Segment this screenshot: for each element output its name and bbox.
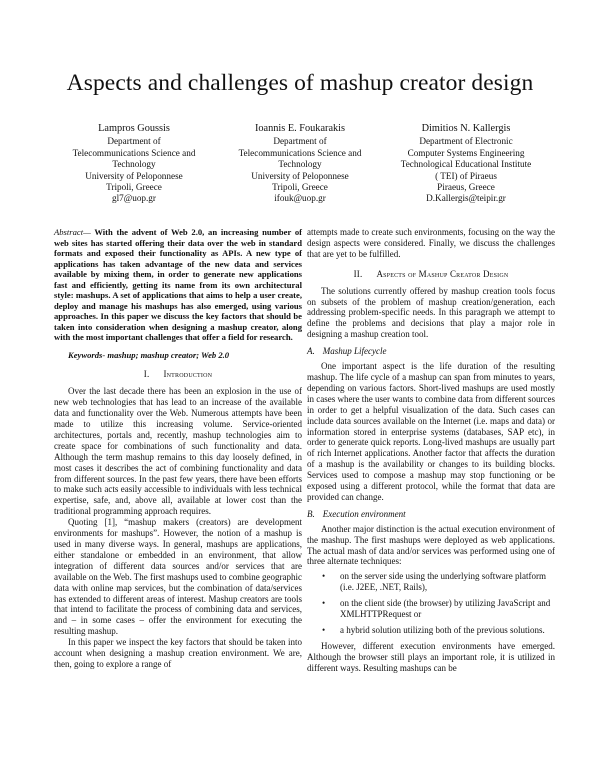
author-affiliation-line: ( TEI) of Piraeus — [435, 170, 497, 181]
author-affiliation-line: Department of — [273, 136, 327, 147]
bullet-icon: • — [322, 571, 326, 582]
author-affiliation-line: University of Peloponnese — [251, 170, 349, 181]
body-paragraph: The solutions currently offered by mashup creation tools focus on subsets of the problem of mashup creation/generation, each addressing problem-specific needs. In this paragraph we attempt to define the problems and decisions that play a major role in designing a mashup creation tool. — [307, 285, 555, 340]
author-affiliation-line: Technological Educational Institute — [400, 159, 532, 170]
author-affiliation-line: Tripoli, Greece — [272, 182, 328, 193]
author-block-1 — [39, 123, 229, 205]
keywords: Keywords- mashup; mashup creator; Web 2.0 — [68, 349, 230, 360]
author-affiliation-line: Telecommunications Science and — [72, 147, 196, 158]
author-affiliation-line: Technology — [278, 159, 322, 170]
author-block-2 — [205, 123, 395, 205]
subsection-label: B. — [307, 508, 315, 519]
author-email: D.Kallergis@teipir.gr — [426, 193, 506, 204]
section-number: II. — [353, 268, 363, 279]
section-title: Aspects of Mashup Creator Design — [376, 268, 509, 279]
author-affiliation-line: Department of Electronic — [419, 136, 513, 147]
list-item: • on the server side using the underlying software platform (i.e. J2EE, .NET, Rails), — [322, 571, 546, 593]
list-item: • on the client side (the browser) by utilizing JavaScript and XMLHTTPRequest or — [322, 598, 551, 620]
section-heading-aspects — [307, 269, 555, 280]
body-paragraph: In this paper we inspect the key factors that should be taken into account when designing a mashup creation environment. We are, then, going to explore a range of — [54, 637, 302, 669]
author-affiliation-line: Computer Systems Engineering — [407, 147, 525, 158]
section-heading-introduction — [54, 369, 302, 380]
body-paragraph: attempts made to create such environments, focusing on the way the design aspects were considered. Finally, we discuss the challenges that are yet to be fulfilled. — [307, 227, 555, 259]
author-affiliation-line: Telecommunications Science and — [238, 147, 362, 158]
author-affiliation-line: Tripoli, Greece — [106, 182, 162, 193]
left-column — [54, 227, 302, 670]
body-paragraph: One important aspect is the life duration of the resulting mashup. The life cycle of a mashup can span from minutes to years, depending on various factors. Short-lived mashups are used mostly in cases where the user wants to combine data from different sources in order to get a helpful visualization of the data. Such cases can include data sources available on the Internet (i.e. maps and data) or information stored in enterprise systems (databases, SAP etc), in order to generate quick reports. Long-lived mashups are usually part of rich Internet applications. Another factor that affects the duration of a mashup is the availability or changes to its building blocks. Services used to compose a mashup may stop functioning or be exposed using a different protocol, while the format that data are provided can change. — [307, 361, 555, 502]
author-affiliation-line: Piraeus, Greece — [437, 182, 495, 193]
subsection-title: Mashup Lifecycle — [322, 346, 387, 357]
body-paragraph: However, different execution environments have emerged. Although the browser still plays an important role, it is utilized in different ways. Resulting mashups can be — [307, 640, 555, 673]
right-column — [307, 227, 555, 674]
section-title: Introduction — [163, 369, 213, 380]
author-affiliation-line: University of Peloponnese — [85, 170, 183, 181]
body-paragraph: Quoting [1], “mashup makers (creators) are development environments for mashups”. However, the notion of a mashup is used in many diverse ways. In general, mashups are applications, either standalone or embedded in an environment, that allow integration of different data sources and/or services that are available on the Web. The first mashups used to combine geographic data with online map services, but the combination of data/services has extended to different areas of interest. Mashup creators are tools that intend to facilitate the process of combining data and services, and – in some cases – offer the environment for executing the resulting mashup. — [54, 517, 302, 637]
abstract-text: With the advent of Web 2.0, an increasing number of web sites has started offering their data over the web in standard formats and exposed their functionality as APIs. A new type of applications has taken advantage of the new data and services available by mixing them, in order to generate new applications fast and efficiently, getting its name from its own architectural style: mashups. A set of applications that aims to help a user create, deploy and manage his mashups has also emerged, using various approaches. In this paper we discuss the key factors that should be taken into consideration when designing a mashup creator, along with the most important challenges that offer a field for research. — [54, 227, 302, 342]
author-email: gl7@uop.gr — [112, 193, 156, 204]
bullet-icon: • — [322, 598, 326, 609]
subsection-title: Execution environment — [322, 508, 406, 519]
author-affiliation-line: Technology — [112, 159, 156, 170]
paper-title: Aspects and challenges of mashup creator design — [66, 70, 534, 96]
author-email: ifouk@uop.gr — [274, 193, 326, 204]
author-name: Ioannis E. Foukarakis — [254, 123, 346, 134]
bullet-list — [307, 571, 555, 636]
section-number: I. — [143, 369, 150, 380]
author-block-3 — [371, 123, 561, 205]
abstract — [54, 227, 302, 343]
abstract-lead: Abstract— — [54, 227, 91, 237]
body-paragraph: Over the last decade there has been an explosion in the use of new web technologies that has lead to an increase of the available data and functionality over the Web. Numerous attempts have been made to utilize this increasing volume. Service-oriented architectures, portals and, recently, mashup technologies aim to create space for combinations of such functionality and data. Although the term mashup remains to this day loosely defined, in most cases it describes the act of combining functionality and data from different sources. In the past few years, there have been efforts to make such acts easily accessible to individuals with less technical expertise, safe, and, above all, available at lower cost than the traditional programming approach requires. — [54, 386, 302, 517]
subsection-label: A. — [307, 346, 315, 357]
subsection-heading-execution — [307, 509, 555, 520]
body-paragraph: Another major distinction is the actual execution environment of the mashup. The first mashups were deployed as web applications. The actual mash of data and/or services was performed using one of three alternate techniques: — [307, 523, 555, 567]
author-name: Dimitios N. Kallergis — [421, 123, 511, 134]
subsection-heading-lifecycle — [307, 346, 555, 357]
author-name: Lampros Goussis — [98, 123, 170, 134]
author-affiliation-line: Department of — [107, 136, 161, 147]
bullet-icon: • — [322, 625, 326, 635]
list-item: • a hybrid solution utilizing both of the previous solutions. — [322, 625, 545, 635]
